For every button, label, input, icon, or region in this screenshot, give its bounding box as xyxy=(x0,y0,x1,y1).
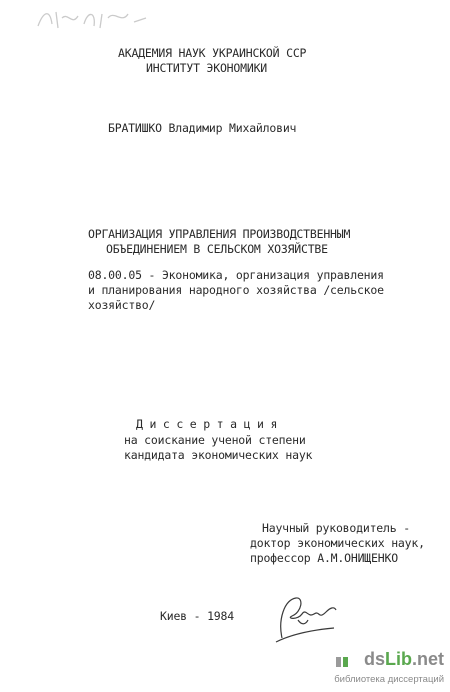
dslib-logo xyxy=(363,649,444,669)
specialty-line-2: и планирования народного хозяйства /сельское xyxy=(88,283,384,297)
title-line-2: ОБЪЕДИНЕНИЕМ В СЕЛЬСКОМ ХОЗЯЙСТВЕ xyxy=(106,242,328,256)
logo-net: .net xyxy=(411,649,444,669)
book-icon xyxy=(334,654,350,670)
dissertation-heading: Д и с с е р т а ц и я xyxy=(136,417,278,431)
specialty-line-3: хозяйство/ xyxy=(88,298,156,312)
handwritten-signature xyxy=(268,590,340,646)
handwritten-scribble xyxy=(36,4,156,34)
academy-name: АКАДЕМИЯ НАУК УКРАИНСКОЙ ССР xyxy=(118,46,307,60)
place-and-year: Киев - 1984 xyxy=(160,609,234,623)
supervisor-line-2: доктор экономических наук, xyxy=(250,536,425,550)
dslib-watermark[interactable] xyxy=(334,649,444,686)
logo-ds: ds xyxy=(363,649,385,669)
author-name: БРАТИШКО Владимир Михайлович xyxy=(108,121,297,135)
supervisor-line-3: профессор А.М.ОНИЩЕНКО xyxy=(250,551,398,565)
specialty-line-1: 08.00.05 - Экономика, организация управления xyxy=(88,268,384,282)
logo-lib: Lib xyxy=(384,649,412,669)
dslib-caption: библиотека диссертаций xyxy=(334,674,444,685)
degree-line-2: кандидата экономических наук xyxy=(124,448,313,462)
degree-line-1: на соискание ученой степени xyxy=(124,433,306,447)
supervisor-line-1: Научный руководитель - xyxy=(262,521,410,535)
title-line-1: ОРГАНИЗАЦИЯ УПРАВЛЕНИЯ ПРОИЗВОДСТВЕННЫМ xyxy=(88,227,351,241)
institute-name: ИНСТИТУТ ЭКОНОМИКИ xyxy=(146,61,268,75)
